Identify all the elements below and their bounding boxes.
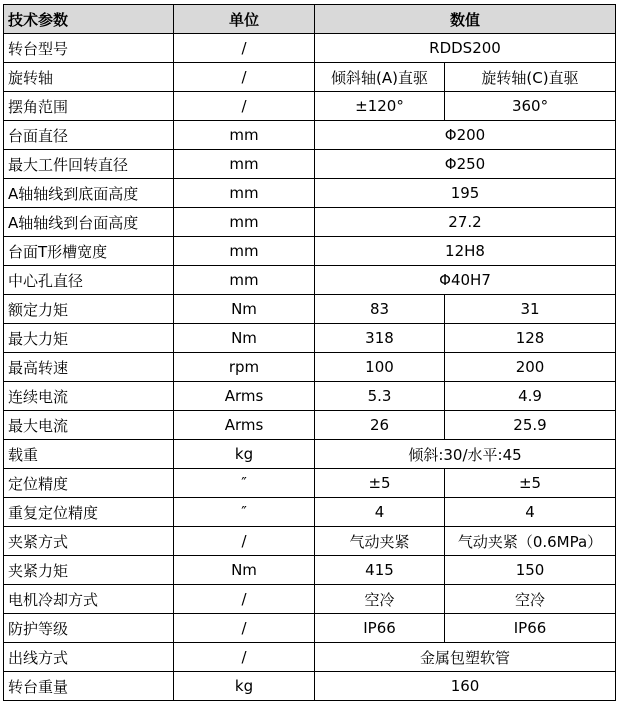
value-cell-a-axis: 气动夹紧 (315, 527, 445, 556)
value-cell-a-axis: 26 (315, 411, 445, 440)
value-cell: 160 (315, 672, 616, 701)
header-value: 数值 (315, 5, 616, 34)
unit-cell: ″ (174, 469, 315, 498)
unit-cell: / (174, 527, 315, 556)
value-cell: 195 (315, 179, 616, 208)
param-cell: A轴轴线到台面高度 (4, 208, 174, 237)
param-cell: 定位精度 (4, 469, 174, 498)
value-cell-a-axis: 100 (315, 353, 445, 382)
value-cell-a-axis: ±5 (315, 469, 445, 498)
value-cell-c-axis: 128 (445, 324, 616, 353)
unit-cell: / (174, 585, 315, 614)
param-cell: 最大电流 (4, 411, 174, 440)
table-row (4, 208, 616, 237)
param-cell: 中心孔直径 (4, 266, 174, 295)
unit-cell: kg (174, 440, 315, 469)
unit-cell: Nm (174, 324, 315, 353)
table-row (4, 237, 616, 266)
table-row (4, 556, 616, 585)
table-row (4, 672, 616, 701)
value-cell: 金属包塑软管 (315, 643, 616, 672)
table-row (4, 382, 616, 411)
param-cell: 转台型号 (4, 34, 174, 63)
header-row (4, 5, 616, 34)
value-cell-c-axis: 空冷 (445, 585, 616, 614)
param-cell: A轴轴线到底面高度 (4, 179, 174, 208)
table-row (4, 179, 616, 208)
table-row (4, 469, 616, 498)
value-cell-c-axis: 200 (445, 353, 616, 382)
table-row (4, 34, 616, 63)
param-cell: 额定力矩 (4, 295, 174, 324)
spec-table-body (4, 34, 616, 701)
spec-table (3, 4, 616, 701)
value-cell-a-axis: 83 (315, 295, 445, 324)
param-cell: 最大工件回转直径 (4, 150, 174, 179)
value-cell-a-axis: 318 (315, 324, 445, 353)
param-cell: 防护等级 (4, 614, 174, 643)
unit-cell: kg (174, 672, 315, 701)
value-cell-c-axis: 31 (445, 295, 616, 324)
value-cell-a-axis: 5.3 (315, 382, 445, 411)
value-cell-a-axis: 415 (315, 556, 445, 585)
param-cell: 电机冷却方式 (4, 585, 174, 614)
value-cell-c-axis: 旋转轴(C)直驱 (445, 63, 616, 92)
param-cell: 夹紧方式 (4, 527, 174, 556)
table-row (4, 353, 616, 382)
unit-cell: mm (174, 150, 315, 179)
value-cell-a-axis: ±120° (315, 92, 445, 121)
param-cell: 连续电流 (4, 382, 174, 411)
unit-cell: Nm (174, 556, 315, 585)
unit-cell: / (174, 34, 315, 63)
value-cell: Φ200 (315, 121, 616, 150)
table-row (4, 266, 616, 295)
value-cell: 12H8 (315, 237, 616, 266)
unit-cell: Arms (174, 382, 315, 411)
param-cell: 载重 (4, 440, 174, 469)
value-cell: 倾斜:30/水平:45 (315, 440, 616, 469)
unit-cell: Arms (174, 411, 315, 440)
value-cell: RDDS200 (315, 34, 616, 63)
unit-cell: / (174, 63, 315, 92)
param-cell: 摆角范围 (4, 92, 174, 121)
value-cell: Φ250 (315, 150, 616, 179)
table-row (4, 643, 616, 672)
value-cell: 27.2 (315, 208, 616, 237)
unit-cell: mm (174, 179, 315, 208)
table-row (4, 614, 616, 643)
table-row (4, 411, 616, 440)
table-row (4, 150, 616, 179)
unit-cell: / (174, 643, 315, 672)
unit-cell: / (174, 92, 315, 121)
param-cell: 旋转轴 (4, 63, 174, 92)
param-cell: 夹紧力矩 (4, 556, 174, 585)
table-row (4, 585, 616, 614)
table-row (4, 295, 616, 324)
unit-cell: rpm (174, 353, 315, 382)
value-cell-c-axis: 4 (445, 498, 616, 527)
value-cell-c-axis: ±5 (445, 469, 616, 498)
unit-cell: mm (174, 237, 315, 266)
table-row (4, 440, 616, 469)
unit-cell: ″ (174, 498, 315, 527)
param-cell: 台面T形槽宽度 (4, 237, 174, 266)
value-cell-c-axis: 4.9 (445, 382, 616, 411)
unit-cell: Nm (174, 295, 315, 324)
value-cell-c-axis: IP66 (445, 614, 616, 643)
table-row (4, 527, 616, 556)
table-row (4, 63, 616, 92)
value-cell-a-axis: 空冷 (315, 585, 445, 614)
param-cell: 重复定位精度 (4, 498, 174, 527)
param-cell: 最大力矩 (4, 324, 174, 353)
table-row (4, 498, 616, 527)
param-cell: 最高转速 (4, 353, 174, 382)
value-cell-c-axis: 25.9 (445, 411, 616, 440)
table-row (4, 121, 616, 150)
value-cell-a-axis: 倾斜轴(A)直驱 (315, 63, 445, 92)
param-cell: 出线方式 (4, 643, 174, 672)
value-cell-a-axis: IP66 (315, 614, 445, 643)
table-row (4, 92, 616, 121)
value-cell-c-axis: 气动夹紧（0.6MPa） (445, 527, 616, 556)
unit-cell: mm (174, 208, 315, 237)
header-param: 技术参数 (4, 5, 174, 34)
value-cell-c-axis: 150 (445, 556, 616, 585)
unit-cell: mm (174, 121, 315, 150)
unit-cell: / (174, 614, 315, 643)
unit-cell: mm (174, 266, 315, 295)
param-cell: 转台重量 (4, 672, 174, 701)
value-cell-a-axis: 4 (315, 498, 445, 527)
header-unit: 单位 (174, 5, 315, 34)
value-cell-c-axis: 360° (445, 92, 616, 121)
value-cell: Φ40H7 (315, 266, 616, 295)
table-row (4, 324, 616, 353)
param-cell: 台面直径 (4, 121, 174, 150)
